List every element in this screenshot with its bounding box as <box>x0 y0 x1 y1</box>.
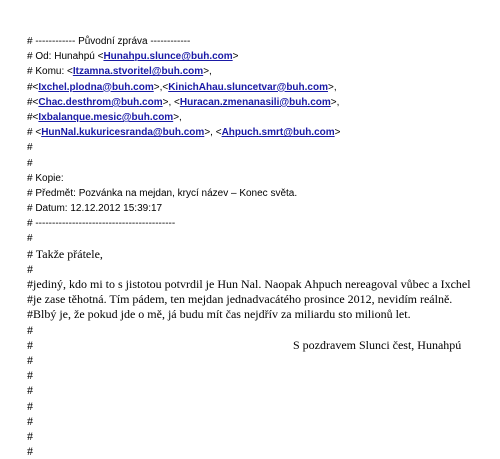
from-line <box>27 49 495 64</box>
hash-line: # <box>27 398 33 413</box>
email-document <box>27 34 495 459</box>
to-line-3 <box>27 95 495 110</box>
hash-line: # <box>27 383 33 398</box>
hash-line: # <box>27 368 33 383</box>
to-line-3-prefix: #< <box>27 96 39 108</box>
from-suffix: > <box>232 51 239 63</box>
to-email-link-hunnal[interactable]: HunNal.kukuricesranda@buh.com <box>41 127 205 139</box>
signature: S pozdravem Slunci čest, Hunahpú <box>293 337 462 352</box>
to-email-link-ixbalanque[interactable]: Ixbalanque.mesic@buh.com <box>38 111 174 123</box>
paragraph-line: #je zase těhotná. Tím pádem, ten mejdan jednadvacátého prosince 2012, nevidím reálně. <box>27 292 453 307</box>
to-line-2-mid: >,< <box>153 81 169 93</box>
to-email-link-kinichahau[interactable]: KinichAhau.sluncetvar@buh.com <box>168 81 328 93</box>
signature-line <box>27 338 495 353</box>
to-email-link-huracan[interactable]: Huracan.zmenanasili@buh.com <box>179 96 331 108</box>
hash-line: # <box>27 428 33 443</box>
from-email-link[interactable]: Hunahpu.slunce@buh.com <box>103 51 233 63</box>
to-line-2-prefix: #< <box>27 81 39 93</box>
to-email-link-ahpuch[interactable]: Ahpuch.smrt@buh.com <box>221 127 335 139</box>
to-line-2 <box>27 80 495 95</box>
hash-line: # <box>27 142 33 154</box>
to-line-5-mid: >, < <box>204 127 222 139</box>
to-line-1 <box>27 64 495 79</box>
paragraph-line: #jediný, kdo mi to s jistotou potvrdil je Hun Nal. Naopak Ahpuch nereagoval vůbec a Ixchel <box>27 277 471 291</box>
to-line-1-suffix: >, <box>203 66 212 78</box>
to-email-link-itzamna[interactable]: Itzamna.stvoritel@buh.com <box>72 66 204 78</box>
subject-line: # Předmět: Pozvánka na mejdan, krycí název – Konec světa. <box>27 187 298 199</box>
original-message-marker: # ------------ Původní zpráva ------------ <box>27 36 191 47</box>
hash-line: # <box>27 261 33 276</box>
hash-line: # <box>27 322 33 337</box>
to-line-4 <box>27 110 495 125</box>
to-email-link-chac[interactable]: Chac.desthrom@buh.com <box>38 96 163 108</box>
hash-line: # <box>27 413 33 428</box>
header-separator: # ------------------------------------------ <box>27 218 176 230</box>
cc-line: # Kopie: <box>27 172 64 184</box>
to-line-2-suffix: >, <box>327 81 337 93</box>
to-line-4-suffix: >, <box>173 111 182 123</box>
greeting: # Takže přátele, <box>27 246 103 261</box>
hash-line: # <box>27 352 33 367</box>
paragraph-line: #Blbý je, že pokud jde o mě, já budu mít čas nejdřív za miliardu sto milionů let. <box>27 307 411 322</box>
hash-line: # <box>27 157 33 169</box>
to-line-5-prefix: # < <box>27 127 42 139</box>
to-line-4-prefix: #< <box>27 111 39 123</box>
to-line-3-mid: >, < <box>162 96 180 108</box>
to-email-link-ixchel[interactable]: Ixchel.plodna@buh.com <box>38 81 154 93</box>
hash-marker: # <box>27 337 33 352</box>
to-line-5-suffix: > <box>334 127 341 139</box>
hash-line: # <box>27 444 33 459</box>
hash-line: # <box>27 233 33 245</box>
to-line-5 <box>27 125 495 140</box>
to-line-3-suffix: >, <box>330 96 340 108</box>
to-prefix: # Komu: < <box>27 66 73 78</box>
from-prefix: # Od: Hunahpú < <box>27 51 104 63</box>
date-line: # Datum: 12.12.2012 15:39:17 <box>27 203 163 215</box>
